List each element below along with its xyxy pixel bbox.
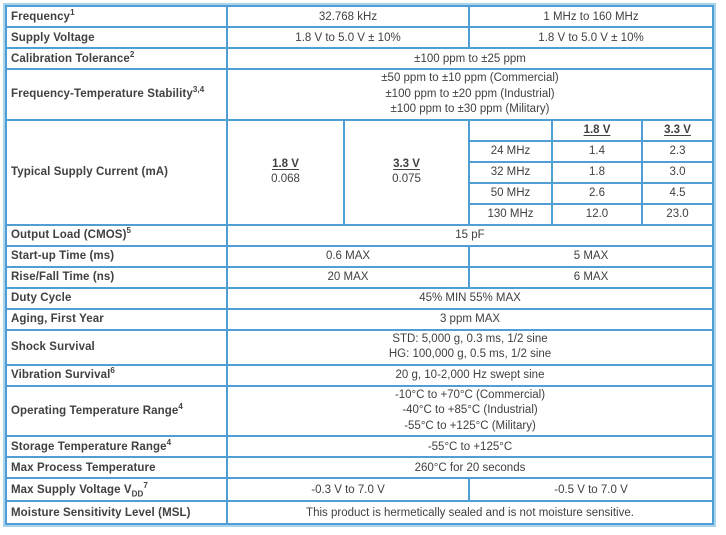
frequency-32khz-cell: 32.768 kHz [227,6,469,27]
supply-current-24mhz-freq-cell: 24 MHz [469,141,552,162]
row-supply-current-header [6,120,713,141]
row-vibration-survival [6,365,713,386]
aging-value-cell: 3 ppm MAX [227,309,713,330]
supply-current-130mhz-33v-cell: 23.0 [642,204,713,225]
supply-current-mhz-33v-header-cell: 3.3 V [642,120,713,141]
row-supply-voltage [6,27,713,48]
calibration-tolerance-footnote-sup: 2 [129,49,135,59]
frequency-footnote-sup: 1 [70,7,75,17]
max-supply-voltage-32khz-cell: -0.3 V to 7.0 V [227,478,469,501]
supply-current-label: Typical Supply Current (mA) [11,166,169,178]
vibration-survival-footnote-sup: 6 [110,366,115,376]
stability-commercial-line: ±50 ppm to ±10 ppm (Commercial) [381,72,559,84]
rise-fall-time-label: Rise/Fall Time (ns) [11,271,115,283]
max-process-temp-value-cell: 260°C for 20 seconds [227,457,713,478]
storage-temp-label-cell [6,436,227,457]
supply-current-32khz-18v-cell [227,120,344,225]
supply-current-32mhz-freq-cell: 32 MHz [469,162,552,183]
supply-current-130mhz-18v-cell: 12.0 [552,204,642,225]
storage-temp-value-cell: -55°C to +125°C [227,436,713,457]
frequency-label: Frequency [11,10,71,23]
output-load-label: Output Load (CMOS) [11,229,127,241]
max-supply-voltage-label-cell [6,478,227,501]
max-process-temp-label: Max Process Temperature [11,461,156,474]
supply-current-mhz-corner-empty-cell [469,120,552,141]
calibration-tolerance-value-cell: ±100 ppm to ±25 ppm [227,48,713,69]
supply-current-50mhz-freq-cell: 50 MHz [469,183,552,204]
supply-current-130mhz-freq-cell: 130 MHz [469,204,552,225]
row-output-load [6,225,713,246]
freq-temp-stability-label: Frequency-Temperature Stability [11,88,193,101]
operating-temp-footnote-sup: 4 [178,401,183,411]
row-msl [6,501,713,524]
row-freq-temp-stability [6,69,713,120]
msl-label: Moisture Sensitivity Level (MSL) [11,506,191,519]
supply-current-32khz-33v-value: 0.075 [392,173,421,185]
row-aging [6,309,713,330]
row-shock-survival [6,330,713,365]
supply-voltage-32khz-cell: 1.8 V to 5.0 V ± 10% [227,27,469,48]
row-operating-temp [6,386,713,437]
startup-time-label-cell [6,246,227,267]
duty-cycle-label: Duty Cycle [11,292,72,304]
max-supply-voltage-vdd-sub: DD [131,488,144,498]
row-storage-temp [6,436,713,457]
output-load-footnote-sup: 5 [126,226,132,236]
freq-temp-stability-value-cell [227,69,713,120]
duty-cycle-label-cell [6,288,227,309]
supply-current-50mhz-33v-cell: 4.5 [642,183,713,204]
shock-std-line: STD: 5,000 g, 0.3 ms, 1/2 sine [392,332,548,345]
supply-current-32khz-33v-cell [344,120,469,225]
max-supply-voltage-footnote-sup: 7 [143,480,148,490]
output-load-label-cell [6,225,227,246]
vibration-survival-label: Vibration Survival [11,369,111,381]
supply-current-32mhz-33v-cell: 3.0 [642,162,713,183]
calibration-tolerance-label: Calibration Tolerance [11,52,130,65]
supply-current-24mhz-33v-cell: 2.3 [642,141,713,162]
supply-current-mhz-18v-header-cell: 1.8 V [552,120,642,141]
output-load-value-cell: 15 pF [227,225,713,246]
startup-time-mhz-cell: 5 MAX [469,246,713,267]
supply-current-24mhz-18v-cell: 1.4 [552,141,642,162]
storage-temp-label: Storage Temperature Range [11,440,167,453]
operating-temp-military-line: -55°C to +125°C (Military) [404,419,536,432]
supply-current-label-cell [6,120,227,225]
row-max-supply-voltage [6,478,713,501]
row-frequency [6,6,713,27]
row-duty-cycle [6,288,713,309]
shock-survival-label-cell [6,330,227,365]
shock-survival-label: Shock Survival [11,341,95,353]
msl-value-cell: This product is hermetically sealed and is not moisture sensitive. [227,501,713,524]
aging-label-cell [6,309,227,330]
operating-temp-label-cell [6,386,227,437]
vibration-survival-label-cell [6,365,227,386]
operating-temp-industrial-line: -40°C to +85°C (Industrial) [402,404,538,416]
rise-fall-time-mhz-cell: 6 MAX [469,267,713,288]
row-rise-fall-time [6,267,713,288]
rise-fall-time-32khz-cell: 20 MAX [227,267,469,288]
supply-voltage-label-cell [6,27,227,48]
frequency-mhz-cell: 1 MHz to 160 MHz [469,6,713,27]
row-calibration-tolerance [6,48,713,69]
supply-current-32khz-18v-header: 1.8 V [272,158,299,170]
row-startup-time [6,246,713,267]
max-process-temp-label-cell [6,457,227,478]
startup-time-32khz-cell: 0.6 MAX [227,246,469,267]
operating-temp-commercial-line: -10°C to +70°C (Commercial) [394,388,546,401]
supply-current-32khz-33v-header: 3.3 V [393,158,420,170]
oscillator-spec-table [5,5,714,525]
max-supply-voltage-label: Max Supply Voltage V [11,483,132,496]
msl-label-cell [6,501,227,524]
supply-voltage-mhz-cell: 1.8 V to 5.0 V ± 10% [469,27,713,48]
storage-temp-footnote-sup: 4 [166,437,172,447]
duty-cycle-value-cell: 45% MIN 55% MAX [227,288,713,309]
stability-military-line: ±100 ppm to ±30 ppm (Military) [390,103,550,115]
spec-table-outer-border [3,3,716,527]
frequency-label-cell [6,6,227,27]
calibration-tolerance-label-cell [6,48,227,69]
operating-temp-label: Operating Temperature Range [11,404,179,417]
supply-current-32mhz-18v-cell: 1.8 [552,162,642,183]
supply-current-32khz-18v-value: 0.068 [271,173,300,185]
supply-current-50mhz-18v-cell: 2.6 [552,183,642,204]
vibration-survival-value-cell: 20 g, 10-2,000 Hz swept sine [227,365,713,386]
shock-survival-value-cell [227,330,713,365]
aging-label: Aging, First Year [11,313,104,325]
startup-time-label: Start-up Time (ms) [11,250,115,262]
supply-voltage-label: Supply Voltage [11,31,95,44]
freq-temp-stability-label-cell [6,69,227,120]
stability-industrial-line: ±100 ppm to ±20 ppm (Industrial) [385,87,555,100]
operating-temp-value-cell [227,386,713,437]
row-max-process-temp [6,457,713,478]
shock-hg-line: HG: 100,000 g, 0.5 ms, 1/2 sine [388,348,552,360]
rise-fall-time-label-cell [6,267,227,288]
max-supply-voltage-mhz-cell: -0.5 V to 7.0 V [469,478,713,501]
freq-temp-stability-footnote-sup: 3,4 [192,85,205,95]
